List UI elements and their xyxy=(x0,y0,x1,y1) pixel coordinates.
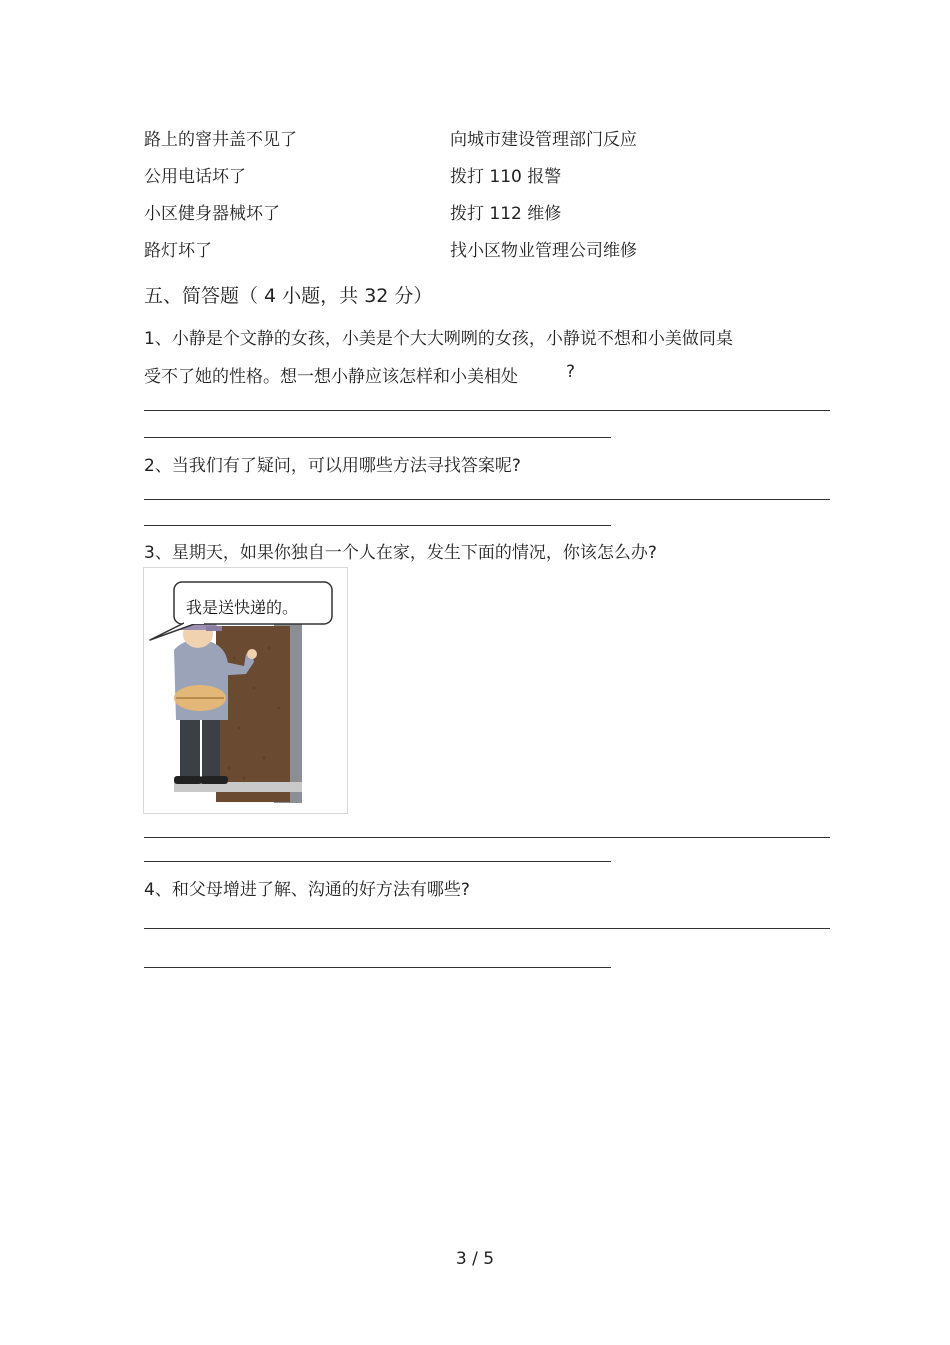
question-1-mark: ? xyxy=(566,362,576,382)
match-right-2: 拨打 110 报警 xyxy=(450,167,562,187)
question-4: 4、和父母增进了解、沟通的好方法有哪些? xyxy=(144,880,470,900)
section-title: 五、简答题（ 4 小题，共 32 分） xyxy=(144,285,433,307)
match-left-2: 公用电话坏了 xyxy=(144,167,246,187)
question-1-line-1: 1、小静是个文静的女孩，小美是个大大咧咧的女孩，小静说不想和小美做同桌 xyxy=(144,329,733,349)
question-2: 2、当我们有了疑问，可以用哪些方法寻找答案呢? xyxy=(144,456,521,476)
match-left-4: 路灯坏了 xyxy=(144,241,212,261)
answer-line-1b[interactable] xyxy=(144,437,611,438)
delivery-illustration xyxy=(143,567,348,814)
answer-line-3a[interactable] xyxy=(144,837,830,838)
speech-bubble-text: 我是送快递的。 xyxy=(186,598,299,617)
answer-line-4a[interactable] xyxy=(144,928,830,929)
match-right-1: 向城市建设管理部门反应 xyxy=(450,130,637,150)
question-1-line-2: 受不了她的性格。想一想小静应该怎样和小美相处 xyxy=(144,367,518,387)
answer-line-2b[interactable] xyxy=(144,525,611,526)
answer-line-3b[interactable] xyxy=(144,861,611,862)
answer-line-4b[interactable] xyxy=(144,967,611,968)
match-right-4: 找小区物业管理公司维修 xyxy=(450,241,637,261)
match-left-1: 路上的窨井盖不见了 xyxy=(144,130,297,150)
answer-line-1a[interactable] xyxy=(144,410,830,411)
match-left-3: 小区健身器械坏了 xyxy=(144,204,280,224)
question-3: 3、星期天，如果你独自一个人在家，发生下面的情况，你该怎么办? xyxy=(144,543,657,563)
page-number: 3 / 5 xyxy=(455,1249,495,1269)
answer-line-2a[interactable] xyxy=(144,499,830,500)
match-right-3: 拨打 112 维修 xyxy=(450,204,562,224)
